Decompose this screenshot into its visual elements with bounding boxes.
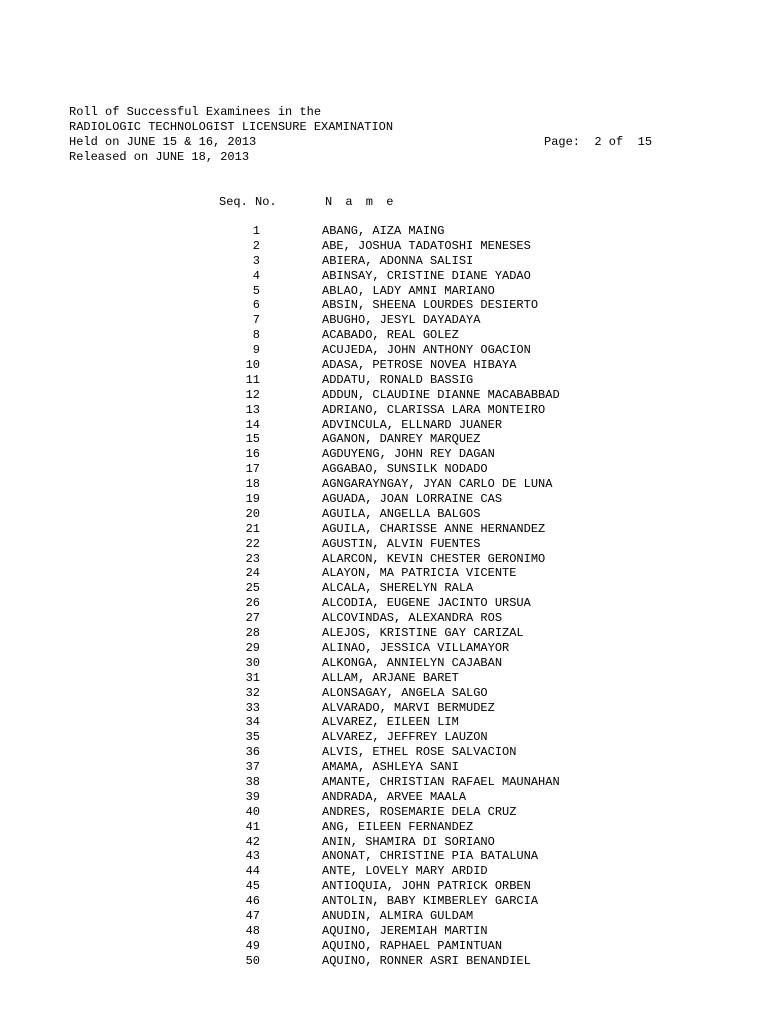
table-row [0, 686, 768, 701]
examinee-name: ABUGHO, JESYL DAYADAYA [322, 313, 481, 328]
seq-number: 15 [245, 432, 260, 447]
examinee-name: ABE, JOSHUA TADATOSHI MENESES [322, 238, 531, 253]
table-row [0, 269, 768, 284]
examinee-name: ABINSAY, CRISTINE DIANE YADAO [322, 268, 531, 283]
examinee-name: ADVINCULA, ELLNARD JUANER [322, 417, 503, 432]
seq-number: 31 [245, 670, 260, 685]
examinee-name: ACABADO, REAL GOLEZ [322, 328, 459, 343]
table-row [0, 701, 768, 716]
seq-number: 16 [245, 447, 260, 462]
table-row [0, 298, 768, 313]
seq-number: 40 [245, 804, 260, 819]
examinee-name: ANUDIN, ALMIRA GULDAM [322, 908, 474, 923]
examinee-name: AGUILA, ANGELLA BALGOS [322, 506, 481, 521]
seq-number: 25 [245, 581, 260, 596]
examinee-name: ALCALA, SHERELYN RALA [322, 581, 474, 596]
table-row [0, 566, 768, 581]
examinee-name: ALVIS, ETHEL ROSE SALVACION [322, 745, 517, 760]
examinee-name: ADDATU, RONALD BASSIG [322, 372, 474, 387]
seq-number: 42 [245, 834, 260, 849]
seq-number: 2 [252, 238, 260, 253]
seq-number: 37 [245, 760, 260, 775]
seq-number: 7 [252, 313, 260, 328]
examinee-name: ANTIOQUIA, JOHN PATRICK ORBEN [322, 879, 531, 894]
seq-number: 26 [245, 596, 260, 611]
seq-number: 10 [245, 358, 260, 373]
seq-number: 33 [245, 700, 260, 715]
table-row [0, 864, 768, 879]
seq-number: 47 [245, 908, 260, 923]
examinee-name: ANIN, SHAMIRA DI SORIANO [322, 834, 495, 849]
table-row [0, 730, 768, 745]
table-row [0, 715, 768, 730]
seq-number: 5 [252, 283, 260, 298]
seq-number: 30 [245, 655, 260, 670]
seq-number: 38 [245, 774, 260, 789]
table-row [0, 522, 768, 537]
header-exam-name: RADIOLOGIC TECHNOLOGIST LICENSURE EXAMINATION [69, 120, 394, 134]
table-row [0, 477, 768, 492]
table-row [0, 388, 768, 403]
examinee-name: ABIERA, ADONNA SALISI [322, 253, 474, 268]
seq-number: 46 [245, 894, 260, 909]
examinee-name: ADRIANO, CLARISSA LARA MONTEIRO [322, 402, 546, 417]
table-row [0, 462, 768, 477]
seq-number: 27 [245, 611, 260, 626]
table-row [0, 790, 768, 805]
examinee-name: ALVARADO, MARVI BERMUDEZ [322, 700, 495, 715]
column-header-seq: Seq. No. [219, 195, 277, 209]
examinee-name: ANDRADA, ARVEE MAALA [322, 789, 467, 804]
seq-number: 13 [245, 402, 260, 417]
seq-number: 32 [245, 685, 260, 700]
seq-number: 11 [245, 372, 260, 387]
table-row [0, 313, 768, 328]
examinee-name: ALLAM, ARJANE BARET [322, 670, 459, 685]
seq-number: 17 [245, 462, 260, 477]
seq-number: 3 [252, 253, 260, 268]
examinee-name: AGUADA, JOAN LORRAINE CAS [322, 492, 503, 507]
table-row [0, 403, 768, 418]
examinee-name: ALEJOS, KRISTINE GAY CARIZAL [322, 626, 524, 641]
seq-number: 23 [245, 551, 260, 566]
examinee-name: ALVAREZ, JEFFREY LAUZON [322, 730, 488, 745]
table-row [0, 254, 768, 269]
examinee-name: ALAYON, MA PATRICIA VICENTE [322, 566, 517, 581]
table-row [0, 432, 768, 447]
seq-number: 24 [245, 566, 260, 581]
examinee-name: AQUINO, JEREMIAH MARTIN [322, 923, 488, 938]
examinee-name: ANONAT, CHRISTINE PIA BATALUNA [322, 849, 539, 864]
examinee-name: ACUJEDA, JOHN ANTHONY OGACION [322, 343, 531, 358]
seq-number: 1 [252, 224, 260, 238]
examinee-name: AQUINO, RAPHAEL PAMINTUAN [322, 938, 503, 953]
seq-number: 36 [245, 745, 260, 760]
table-row [0, 879, 768, 894]
seq-number: 44 [245, 864, 260, 879]
header-held-date: Held on JUNE 15 & 16, 2013 [69, 135, 257, 149]
table-row [0, 775, 768, 790]
table-row [0, 328, 768, 343]
seq-number: 14 [245, 417, 260, 432]
seq-number: 45 [245, 879, 260, 894]
examinee-name: ALARCON, KEVIN CHESTER GERONIMO [322, 551, 546, 566]
examinee-name: ABANG, AIZA MAING [322, 224, 445, 238]
seq-number: 28 [245, 626, 260, 641]
seq-number: 18 [245, 477, 260, 492]
table-row [0, 849, 768, 864]
table-row [0, 820, 768, 835]
examinee-name: AMANTE, CHRISTIAN RAFAEL MAUNAHAN [322, 774, 560, 789]
seq-number: 49 [245, 938, 260, 953]
seq-number: 48 [245, 923, 260, 938]
table-row [0, 358, 768, 373]
table-row [0, 224, 768, 239]
table-row [0, 447, 768, 462]
table-row [0, 626, 768, 641]
examinee-name: ALONSAGAY, ANGELA SALGO [322, 685, 488, 700]
table-row [0, 373, 768, 388]
examinee-name: AGDUYENG, JOHN REY DAGAN [322, 447, 495, 462]
seq-number: 21 [245, 521, 260, 536]
document-header [69, 105, 393, 165]
table-row [0, 581, 768, 596]
examinee-name: AGNGARAYNGAY, JYAN CARLO DE LUNA [322, 477, 553, 492]
seq-number: 50 [245, 953, 260, 968]
examinee-name: ANG, EILEEN FERNANDEZ [322, 819, 474, 834]
examinee-name: ALVAREZ, EILEEN LIM [322, 715, 459, 730]
examinee-name: ADASA, PETROSE NOVEA HIBAYA [322, 358, 517, 373]
table-row [0, 418, 768, 433]
seq-number: 29 [245, 640, 260, 655]
seq-number: 35 [245, 730, 260, 745]
seq-number: 6 [252, 298, 260, 313]
examinee-name: AQUINO, RONNER ASRI BENANDIEL [322, 953, 531, 968]
seq-number: 12 [245, 387, 260, 402]
seq-number: 41 [245, 819, 260, 834]
page-number: Page: 2 of 15 [544, 135, 653, 149]
seq-number: 8 [252, 328, 260, 343]
table-row [0, 894, 768, 909]
table-row [0, 939, 768, 954]
table-row [0, 343, 768, 358]
table-row [0, 492, 768, 507]
examinee-name: AGANON, DANREY MARQUEZ [322, 432, 481, 447]
examinee-name: ALCOVINDAS, ALEXANDRA ROS [322, 611, 503, 626]
seq-number: 9 [252, 343, 260, 358]
examinee-name: ALKONGA, ANNIELYN CAJABAN [322, 655, 503, 670]
examinee-name: AMAMA, ASHLEYA SANI [322, 760, 459, 775]
table-row [0, 760, 768, 775]
examinee-name: ANTE, LOVELY MARY ARDID [322, 864, 488, 879]
examinee-name: ABLAO, LADY AMNI MARIANO [322, 283, 495, 298]
header-title-line: Roll of Successful Examinees in the [69, 105, 322, 119]
seq-number: 22 [245, 536, 260, 551]
seq-number: 19 [245, 492, 260, 507]
table-row [0, 552, 768, 567]
header-released-date: Released on JUNE 18, 2013 [69, 150, 250, 164]
examinee-name: ALCODIA, EUGENE JACINTO URSUA [322, 596, 531, 611]
seq-number: 43 [245, 849, 260, 864]
examinee-name: AGGABAO, SUNSILK NODADO [322, 462, 488, 477]
table-row [0, 239, 768, 254]
table-row [0, 611, 768, 626]
table-row [0, 671, 768, 686]
examinee-name: ANTOLIN, BABY KIMBERLEY GARCIA [322, 894, 539, 909]
column-header-name: N a m e [325, 195, 397, 209]
table-row [0, 596, 768, 611]
examinee-name: ADDUN, CLAUDINE DIANNE MACABABBAD [322, 387, 560, 402]
examinee-name: ALINAO, JESSICA VILLAMAYOR [322, 640, 510, 655]
examinee-name: AGUILA, CHARISSE ANNE HERNANDEZ [322, 521, 546, 536]
seq-number: 34 [245, 715, 260, 730]
table-row [0, 284, 768, 299]
table-row [0, 909, 768, 924]
table-row [0, 835, 768, 850]
table-row [0, 805, 768, 820]
table-row [0, 537, 768, 552]
table-row [0, 924, 768, 939]
examinee-list [0, 224, 768, 969]
seq-number: 20 [245, 506, 260, 521]
examinee-name: ANDRES, ROSEMARIE DELA CRUZ [322, 804, 517, 819]
table-row [0, 745, 768, 760]
examinee-name: ABSIN, SHEENA LOURDES DESIERTO [322, 298, 539, 313]
seq-number: 39 [245, 789, 260, 804]
table-row [0, 507, 768, 522]
table-row [0, 954, 768, 969]
table-row [0, 656, 768, 671]
examinee-name: AGUSTIN, ALVIN FUENTES [322, 536, 481, 551]
table-row [0, 641, 768, 656]
seq-number: 4 [252, 268, 260, 283]
